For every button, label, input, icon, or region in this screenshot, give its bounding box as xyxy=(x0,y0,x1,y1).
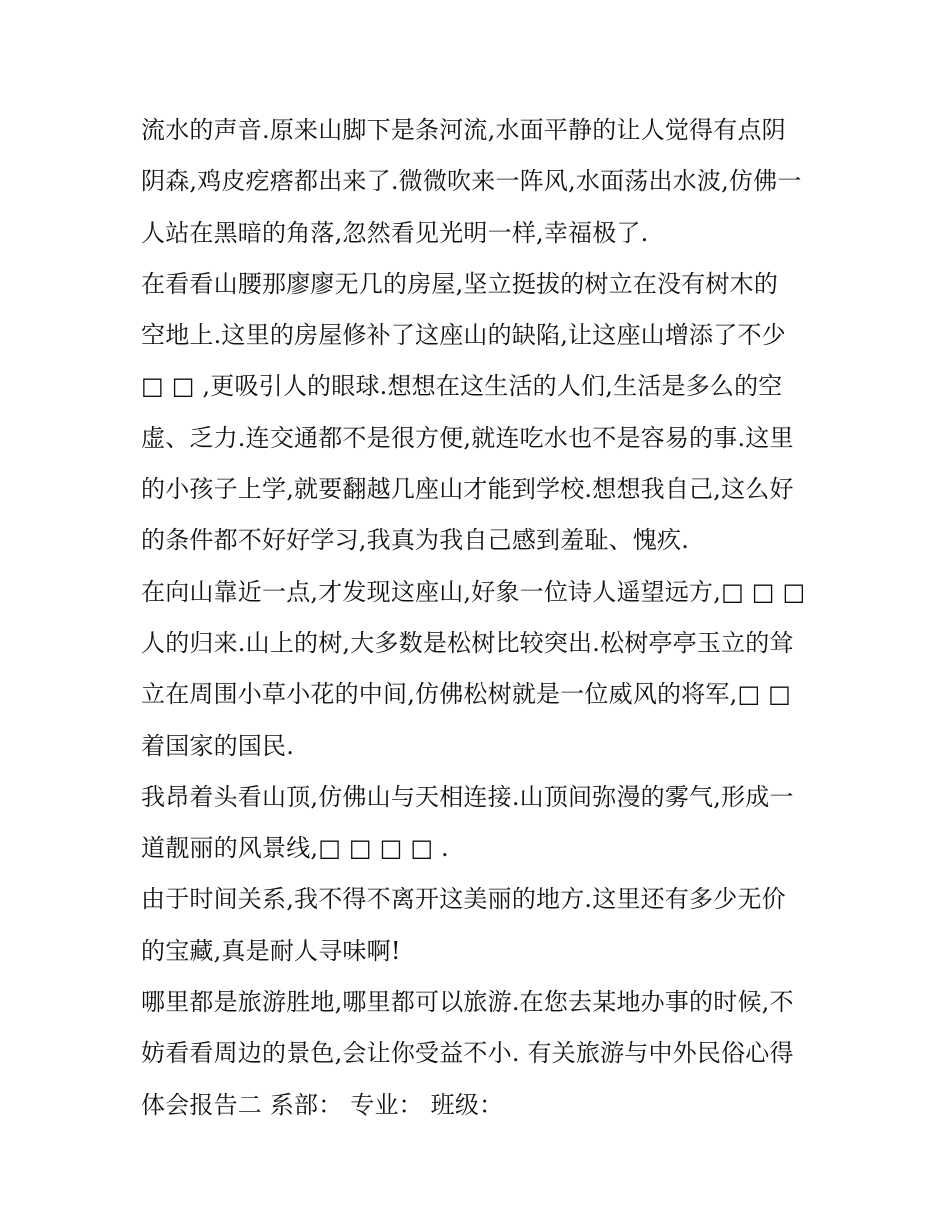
text-line: 的条件都不好好学习,我真为我自己感到羞耻、愧疚. xyxy=(141,526,690,555)
text-line: 我昂着头看山顶,仿佛山与天相连接.山顶间弥漫的雾气,形成一 xyxy=(141,782,794,811)
text-line: 在看看山腰那廖廖无几的房屋,坚立挺拔的树立在没有树木的 xyxy=(141,269,779,298)
text-line: 哪里都是旅游胜地,哪里都可以旅游.在您去某地办事的时候,不 xyxy=(141,988,794,1017)
text-line: 空地上.这里的房屋修补了这座山的缺陷,让这座山增添了不少 xyxy=(141,321,786,350)
text-line: 虚、乏力.连交通都不是很方便,就连吃水也不是容易的事.这里 xyxy=(141,423,794,452)
body-text xyxy=(141,110,821,1136)
text-line: 在向山靠近一点,才发现这座山,好象一位诗人遥望远方,□ □ □ xyxy=(141,577,806,606)
text-line: □ □ ,更吸引人的眼球.想想在这生活的人们,生活是多么的空 xyxy=(141,372,783,401)
text-line: 的小孩子上学,就要翻越几座山才能到学校.想想我自己,这么好 xyxy=(141,475,794,504)
text-line: 妨看看周边的景色,会让你受益不小. 有关旅游与中外民俗心得 xyxy=(141,1039,794,1068)
text-line: 道靓丽的风景线,□ □ □ □ . xyxy=(141,834,449,863)
text-line: 流水的声音.原来山脚下是条河流,水面平静的让人觉得有点阴 xyxy=(141,116,786,144)
text-line: 的宝藏,真是耐人寻味啊! xyxy=(141,936,401,965)
text-line: 由于时间关系,我不得不离开这美丽的地方.这里还有多少无价 xyxy=(141,885,786,914)
text-line: 着国家的国民. xyxy=(141,731,295,760)
text-line: 立在周围小草小花的中间,仿佛松树就是一位威风的将军,□ □ xyxy=(141,680,792,709)
text-line: 人站在黑暗的角落,忽然看见光明一样,幸福极了. xyxy=(141,218,649,247)
text-line: 人的归来.山上的树,大多数是松树比较突出.松树亭亭玉立的耸 xyxy=(141,628,794,657)
text-line: 体会报告二 系部： 专业： 班级： xyxy=(141,1090,504,1119)
text-line: 阴森,鸡皮疙瘩都出来了.微微吹来一阵风,水面荡出水波,仿佛一 xyxy=(141,167,802,196)
